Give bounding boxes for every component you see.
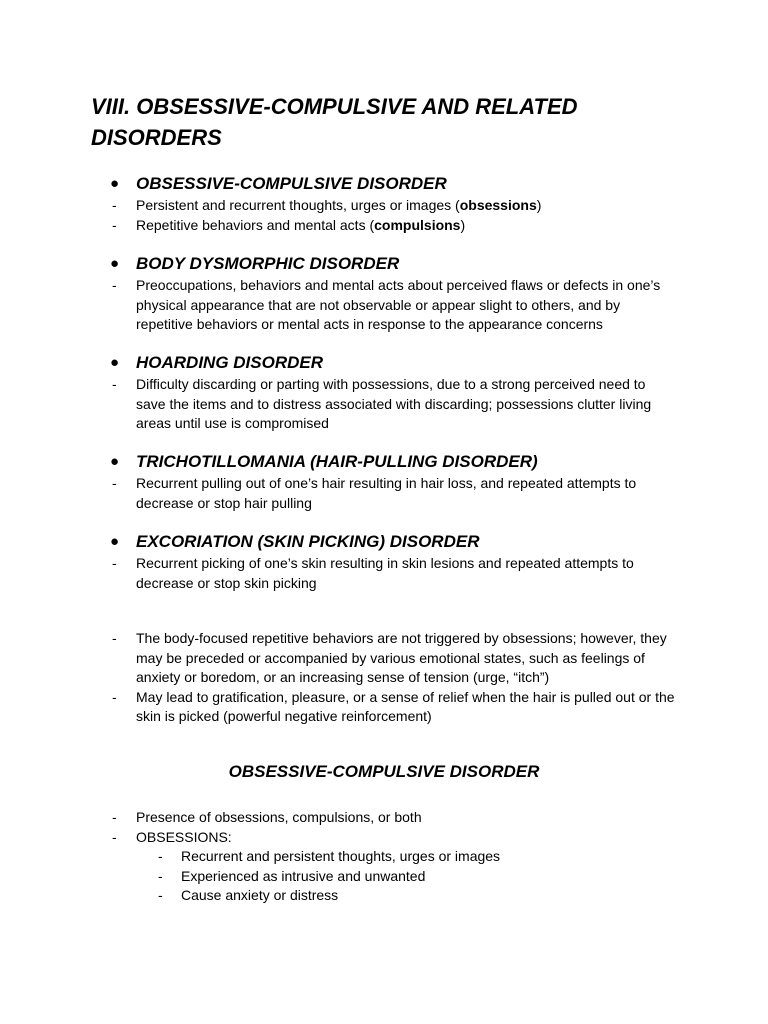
text-run: ) [536,197,542,213]
dash-icon: - [112,828,117,845]
sub-list-item [0,847,768,867]
list-item-text: The body-focused repetitive behaviors are not triggered by obsessions; however, they may be preceded or accompanied by various emotional states, such as feelings of anxiety or boredom, or an increasing sense of tension (urge, “itch”) [136,630,667,685]
list-item-text [136,216,676,236]
list-item-text [136,196,676,216]
text-run: ) [460,216,466,233]
dash-icon: - [112,197,117,213]
bullet-icon: ● [110,354,120,371]
section-heading [0,172,768,196]
section-heading [0,351,768,375]
list-item [0,474,768,513]
bold-term: compulsions [374,216,461,233]
bullet-icon: ● [110,175,120,192]
dash-icon: - [112,475,117,491]
section-ocd [0,172,768,235]
list-item [0,375,768,434]
section-heading-text: TRICHOTILLOMANIA (HAIR-PULLING DISORDER) [136,452,538,471]
section-heading-text: HOARDING DISORDER [136,353,324,372]
list-item [0,276,768,335]
list-item-text: Recurrent pulling out of one’s hair resulting in hair loss, and repeated attempts to decrease or stop hair pulling [136,475,637,511]
section-trichotillomania [0,450,768,513]
section-heading-text: EXCORIATION (SKIN PICKING) DISORDER [136,532,480,551]
list-item [0,828,768,848]
dash-icon: - [112,630,117,646]
dash-icon: - [112,555,117,571]
dash-icon: - [158,848,163,864]
section-heading-text: OBSESSIVE-COMPULSIVE DISORDER [136,174,447,193]
list-item-text: Presence of obsessions, compulsions, or both [136,809,422,825]
list-item-text: May lead to gratification, pleasure, or a sense of relief when the hair is pulled out or the skin is picked (powerful negative reinforcement) [136,688,675,724]
bold-term: obsessions [459,197,537,213]
section-heading [0,252,768,276]
list-item-text: Difficulty discarding or parting with possessions, due to a strong perceived need to save the items and to distress associated with discarding; possessions clutter living areas until use is compromised [136,376,652,431]
section-heading [0,450,768,474]
list-item [0,688,768,727]
text-run: Repetitive behaviors and mental acts ( [136,216,375,233]
section-heading-text: BODY DYSMORPHIC DISORDER [136,254,400,273]
section-excoriation [0,530,768,593]
list-item-text: Recurrent and persistent thoughts, urges or images [181,848,501,864]
sub-list-item [0,867,768,887]
text-run: Persistent and recurrent thoughts, urges or images ( [136,197,460,213]
ocd-section-heading: OBSESSIVE-COMPULSIVE DISORDER [228,762,540,781]
bullet-icon: ● [110,453,120,470]
dash-icon: - [112,809,117,825]
list-item-text: Recurrent picking of one’s skin resulting in skin lesions and repeated attempts to decrease or stop skin picking [136,555,634,591]
list-item [0,196,768,216]
section-hoarding [0,351,768,434]
list-item-text: OBSESSIONS: [136,828,232,845]
ocd-detail-list [0,808,768,906]
section-bdd [0,252,768,335]
section-heading [0,530,768,554]
notes-list [0,629,768,727]
page-title: VIII. OBSESSIVE-COMPULSIVE AND RELATED DISORDERS [91,94,578,150]
dash-icon: - [112,376,117,392]
list-item-text: Cause anxiety or distress [181,887,339,903]
dash-icon: - [158,867,163,884]
list-item [0,629,768,688]
list-item [0,554,768,593]
bullet-icon: ● [110,533,120,550]
list-item [0,216,768,236]
dash-icon: - [158,887,163,903]
sub-list-item [0,886,768,906]
list-item-text: Preoccupations, behaviors and mental acts about perceived flaws or defects in one’s physical appearance that are not observable or appear slight to others, and by repetitive behaviors or mental acts in response to the appearance concerns [136,277,661,332]
list-item-text: Experienced as intrusive and unwanted [181,867,426,884]
dash-icon: - [112,216,117,233]
list-item [0,808,768,828]
dash-icon: - [112,688,117,705]
dash-icon: - [112,277,117,293]
bullet-icon: ● [110,255,120,272]
